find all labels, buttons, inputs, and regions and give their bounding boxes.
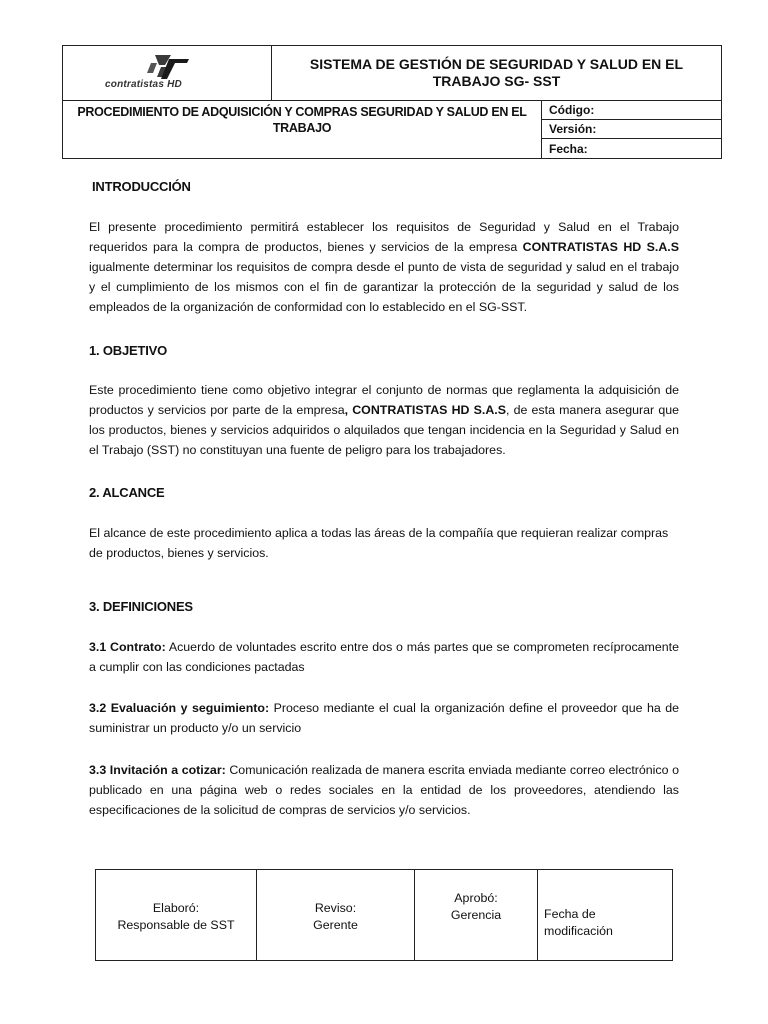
definiciones-heading: 3. DEFINICIONES: [89, 599, 193, 614]
reviso-label: Reviso:: [314, 901, 357, 915]
approval-table: [95, 869, 673, 961]
fecha-modificacion-cell: [538, 870, 672, 960]
logo-text: contratistas HD: [105, 79, 182, 90]
company-logo: [105, 51, 235, 97]
procedure-title: PROCEDIMIENTO DE ADQUISICIÓN Y COMPRAS SEGURIDAD Y SALUD EN EL TRABAJO: [63, 101, 542, 158]
definition-item: [89, 698, 679, 738]
objetivo-paragraph: [89, 380, 679, 460]
fecha-modificacion-label: Fecha de modificación: [544, 907, 613, 938]
definition-term: 3.2 Evaluación y seguimiento:: [89, 701, 270, 715]
intro-heading-block: [89, 177, 679, 197]
aprobo-value: Gerencia: [450, 908, 502, 922]
definition-text: Acuerdo de voluntades escrito entre dos o más partes que se comprometen recíprocamente a cumplir con las condiciones pactadas: [89, 640, 679, 674]
intro-paragraph: [89, 217, 679, 317]
objetivo-text-1: Este procedimiento tiene como objetivo integrar el conjunto de normas que reglamenta la adquisición de productos y servicios por parte de la empresa: [89, 383, 679, 417]
elaboro-label: Elaboró:: [152, 901, 200, 915]
logo-cell: [63, 46, 272, 101]
codigo-label: Código:: [542, 101, 721, 120]
definition-term: 3.3 Invitación a cotizar:: [89, 763, 226, 777]
alcance-paragraph: El alcance de este procedimiento aplica a todas las áreas de la compañía que requieran realizar compras de productos, bienes y servicios.: [89, 526, 669, 560]
definiciones-heading-block: [89, 597, 679, 617]
alcance-heading-block: [89, 483, 679, 503]
system-title: SISTEMA DE GESTIÓN DE SEGURIDAD Y SALUD EN EL TRABAJO SG- SST: [272, 46, 721, 101]
objetivo-heading-block: [89, 341, 679, 361]
objetivo-text-2: , de esta manera asegurar que los productos, bienes y servicios adquiridos o alquilados que tengan incidencia en la Seguridad y Salud en el Trabajo (SST) no constituyan una fuente de peligro para los trabajadores.: [89, 403, 679, 457]
document-header-table: [62, 45, 722, 159]
fecha-label: Fecha:: [549, 142, 588, 156]
elaboro-cell: [96, 870, 257, 960]
elaboro-value: Responsable de SST: [117, 918, 235, 932]
intro-text-1: El presente procedimiento permitirá establecer los requisitos de Seguridad y Salud en el Trabajo requeridos para la compra de productos, bienes y servicios de la empresa: [89, 220, 679, 254]
alcance-heading: 2. ALCANCE: [89, 485, 165, 500]
reviso-value: Gerente: [313, 918, 358, 932]
intro-text-2: igualmente determinar los requisitos de compra desde el punto de vista de seguridad y salud en el trabajo y el cumplimiento de los mismos con el fin de garantizar la protección de la seguridad y salud de los empleados de la organización de conformidad con lo establecido en el SG-SST.: [89, 260, 679, 314]
objetivo-heading: 1. OBJETIVO: [89, 343, 167, 358]
definition-term: 3.1 Contrato:: [89, 640, 166, 654]
version-label: Versión:: [542, 120, 721, 139]
definition-text: Comunicación realizada de manera escrita enviada mediante correo electrónico o publicado en una página web o redes sociales en la entidad de los proveedores, atendiendo las especificaciones de la solicitud de compras de servicios y/o servicios.: [89, 763, 679, 817]
intro-company: CONTRATISTAS HD S.A.S: [522, 240, 680, 254]
reviso-cell: [257, 870, 415, 960]
intro-heading: INTRODUCCIÓN: [92, 179, 191, 194]
definition-item: [89, 637, 679, 677]
aprobo-cell: [415, 870, 538, 960]
definition-item: [89, 760, 679, 820]
logo-mark-icon: [105, 51, 235, 81]
definition-text: Proceso mediante el cual la organización define el proveedor que ha de suministrar un producto y/o un servicio: [89, 701, 680, 735]
objetivo-company: , CONTRATISTAS HD S.A.S: [344, 403, 507, 417]
aprobo-label: Aprobó:: [454, 891, 498, 905]
